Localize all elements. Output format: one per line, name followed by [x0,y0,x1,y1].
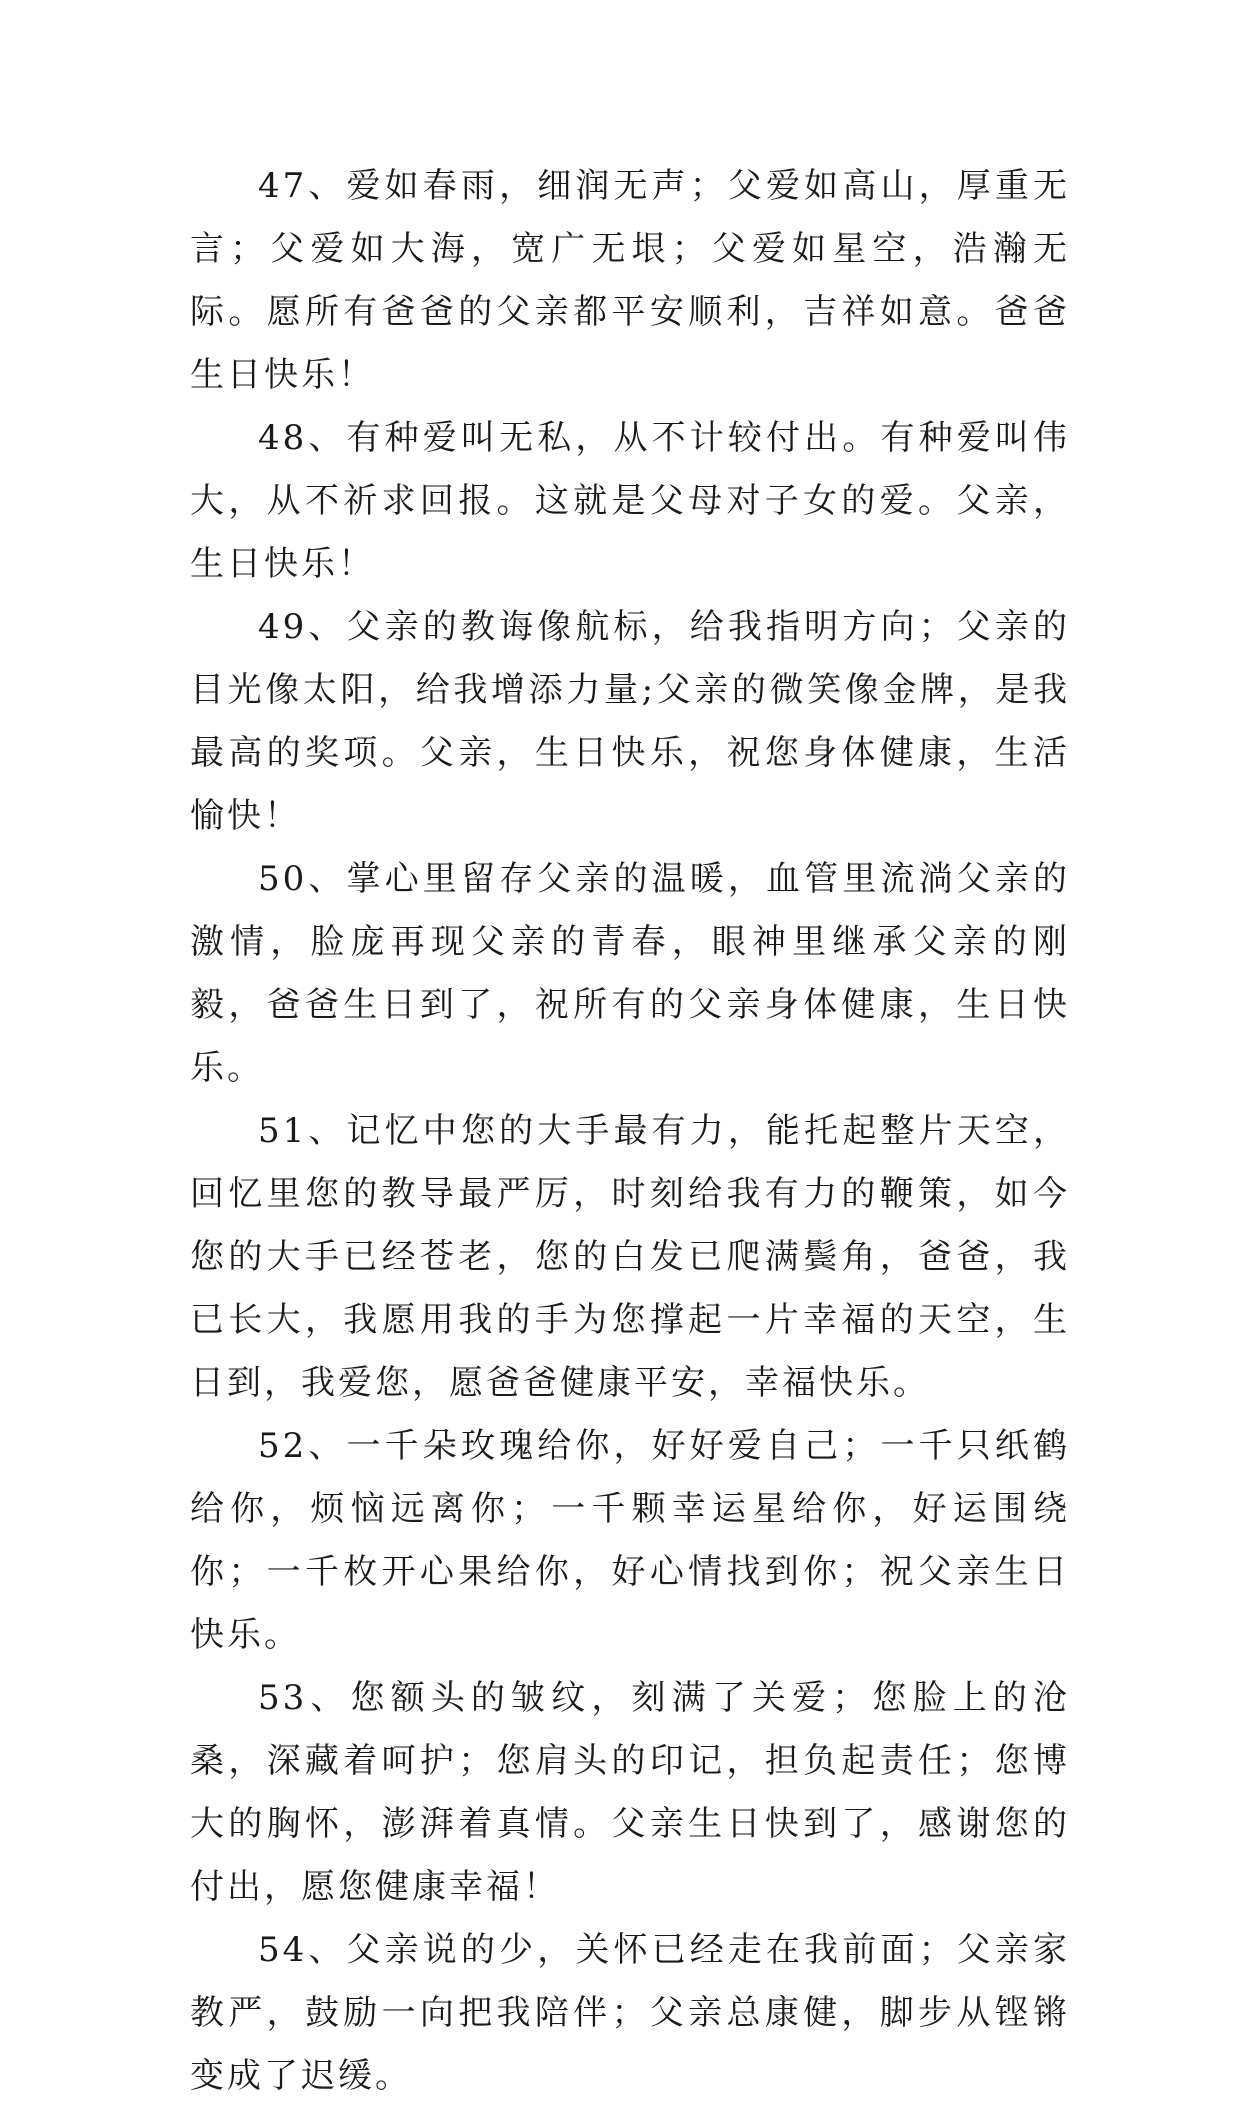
paragraph-51: 51、记忆中您的大手最有力，能托起整片天空，回忆里您的教导最严厉，时刻给我有力的鞭策，如今您的大手已经苍老，您的白发已爬满鬓角，爸爸，我已长大，我愿用我的手为您撑起一片幸福的天空，生日到，我爱您，愿爸爸健康平安，幸福快乐。 [190,1111,1070,1403]
document-body [190,155,1070,2108]
paragraph-53: 53、您额头的皱纹，刻满了关爱；您脸上的沧桑，深藏着呵护；您肩头的印记，担负起责任；您博大的胸怀，澎湃着真情。父亲生日快到了，感谢您的付出，愿您健康幸福！ [190,1678,1070,1907]
paragraph-47: 47、爱如春雨，细润无声；父爱如高山，厚重无言；父爱如大海，宽广无垠；父爱如星空，浩瀚无际。愿所有爸爸的父亲都平安顺利，吉祥如意。爸爸生日快乐！ [190,166,1070,395]
paragraph-50: 50、掌心里留存父亲的温暖，血管里流淌父亲的激情，脸庞再现父亲的青春，眼神里继承父亲的刚毅，爸爸生日到了，祝所有的父亲身体健康，生日快乐。 [190,859,1070,1088]
paragraph-49: 49、父亲的教诲像航标，给我指明方向；父亲的目光像太阳，给我增添力量;父亲的微笑像金牌，是我最高的奖项。父亲，生日快乐，祝您身体健康，生活愉快！ [190,607,1070,836]
paragraph-54: 54、父亲说的少，关怀已经走在我前面；父亲家教严，鼓励一向把我陪伴；父亲总康健，脚步从铿锵变成了迟缓。 [190,1930,1070,2096]
paragraph-48: 48、有种爱叫无私，从不计较付出。有种爱叫伟大，从不祈求回报。这就是父母对子女的爱。父亲，生日快乐！ [190,418,1070,584]
paragraph-52: 52、一千朵玫瑰给你，好好爱自己；一千只纸鹤给你，烦恼远离你；一千颗幸运星给你，好运围绕你；一千枚开心果给你，好心情找到你；祝父亲生日快乐。 [190,1426,1070,1655]
